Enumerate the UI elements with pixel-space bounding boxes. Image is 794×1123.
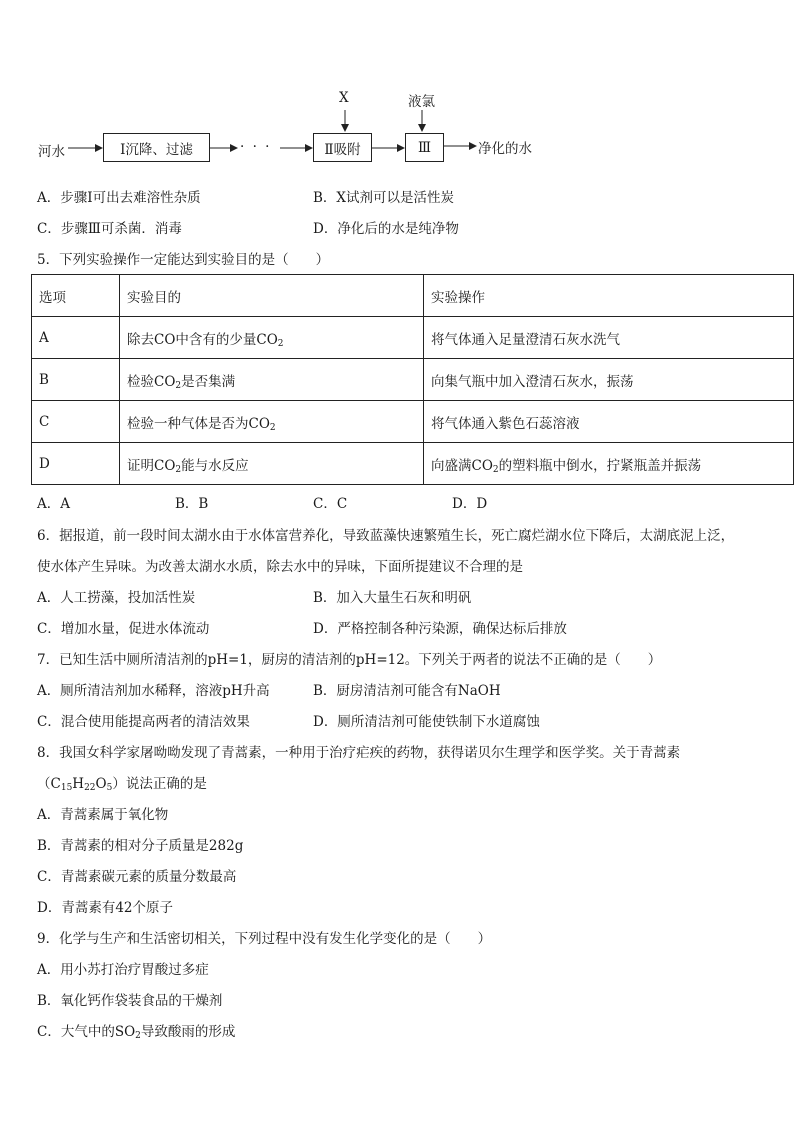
q4-option-c: C．步骤Ⅲ可杀菌．消毒: [37, 221, 182, 237]
q7-stem: 7．已知生活中厕所清洁剂的pH=1，厨房的清洁剂的pH=12。下列关于两者的说法不正确的是（ ）: [37, 652, 662, 668]
q6-option-a: A．人工捞藻，投加活性炭: [37, 590, 196, 606]
row-operation: 向集气瓶中加入澄清石灰水，振荡: [424, 359, 794, 401]
q4-option-d: D．净化后的水是纯净物: [313, 221, 459, 237]
row-option: C: [32, 401, 120, 443]
q4-option-a: A．步骤Ⅰ可出去难溶性杂质: [37, 190, 201, 206]
q8-stem-line1: 8．我国女科学家屠呦呦发现了青蒿素，一种用于治疗疟疾的药物，获得诺贝尔生理学和医学奖。关于青蒿素: [37, 745, 681, 761]
row-operation: 向盛满$CO_2$的塑料瓶中倒水，拧紧瓶盖并振荡: [424, 443, 794, 485]
row-option: A: [32, 317, 120, 359]
q8-option-b: B．青蒿素的相对分子质量是282g: [37, 838, 244, 854]
q8-option-a: A．青蒿素属于氧化物: [37, 807, 169, 823]
q8-option-c: C．青蒿素碳元素的质量分数最高: [37, 869, 237, 885]
q5-stem: 5．下列实验操作一定能达到实验目的是（ ）: [37, 252, 330, 268]
q5-option-a: A．A: [37, 496, 70, 512]
q7-option-a: A．厕所清洁剂加水稀释，溶液pH升高: [37, 683, 270, 699]
row-option: D: [32, 443, 120, 485]
q9-option-a: A．用小苏打治疗胃酸过多症: [37, 962, 209, 978]
q9-stem: 9．化学与生产和生活密切相关，下列过程中没有发生化学变化的是（ ）: [37, 931, 492, 947]
table-header-row: [32, 275, 794, 317]
q5-option-c: C．C: [313, 496, 348, 512]
step2-box: Ⅱ吸附: [313, 133, 372, 162]
q6-stem-line1: 6．据报道，前一段时间太湖水由于水体富营养化，导致蓝藻快速繁殖生长，死亡腐烂湖水位下降后，太湖底泥上泛，: [37, 528, 735, 544]
q5-option-d: D．D: [452, 496, 488, 512]
purified-water-label: 净化的水: [478, 141, 532, 157]
table-row: [32, 317, 794, 359]
row-goal: 检验$CO_2$是否集满: [120, 359, 424, 401]
table-row: [32, 359, 794, 401]
row-goal: 除去CO中含有的少量$CO_2$: [120, 317, 424, 359]
q7-option-c: C．混合使用能提高两者的清洁效果: [37, 714, 250, 730]
header-goal: 实验目的: [120, 275, 424, 317]
row-goal: 证明$CO_2$能与水反应: [120, 443, 424, 485]
header-option: 选项: [32, 275, 120, 317]
q4-option-b: B．X试剂可以是活性炭: [313, 190, 455, 206]
step1-box: Ⅰ沉降、过滤: [103, 133, 210, 162]
table-row: [32, 401, 794, 443]
q6-option-d: D．严格控制各种污染源，确保达标后排放: [313, 621, 567, 637]
q5-option-b: B．B: [175, 496, 209, 512]
table-row: [32, 443, 794, 485]
ellipsis-dots: · · ·: [240, 139, 272, 155]
liquid-chlorine-label: 液氯: [408, 94, 435, 110]
step3-box: Ⅲ: [405, 133, 444, 162]
q9-option-c: C．大气中的$SO_2$导致酸雨的形成: [37, 1024, 236, 1041]
row-goal: 检验一种气体是否为$CO_2$: [120, 401, 424, 443]
river-water-label: 河水: [38, 144, 65, 160]
q7-option-d: D．厕所清洁剂可能使铁制下水道腐蚀: [313, 714, 540, 730]
q6-option-c: C．增加水量，促进水体流动: [37, 621, 210, 637]
reagent-x-label: X: [339, 90, 349, 106]
q6-stem-line2: 使水体产生异味。为改善太湖水水质，除去水中的异味，下面所提建议不合理的是: [37, 559, 523, 575]
header-operation: 实验操作: [424, 275, 794, 317]
q8-option-d: D．青蒿素有42个原子: [37, 900, 174, 916]
q8-stem-line2: $(C_{15}H_{22}O_5)$说法正确的是: [37, 776, 207, 793]
row-operation: 将气体通入紫色石蕊溶液: [424, 401, 794, 443]
row-operation: 将气体通入足量澄清石灰水洗气: [424, 317, 794, 359]
q9-option-b: B．氧化钙作袋装食品的干燥剂: [37, 993, 223, 1009]
row-option: B: [32, 359, 120, 401]
q6-option-b: B．加入大量生石灰和明矾: [313, 590, 472, 606]
q5-experiment-table: [31, 274, 794, 485]
q7-option-b: B．厨房清洁剂可能含有NaOH: [313, 683, 501, 699]
